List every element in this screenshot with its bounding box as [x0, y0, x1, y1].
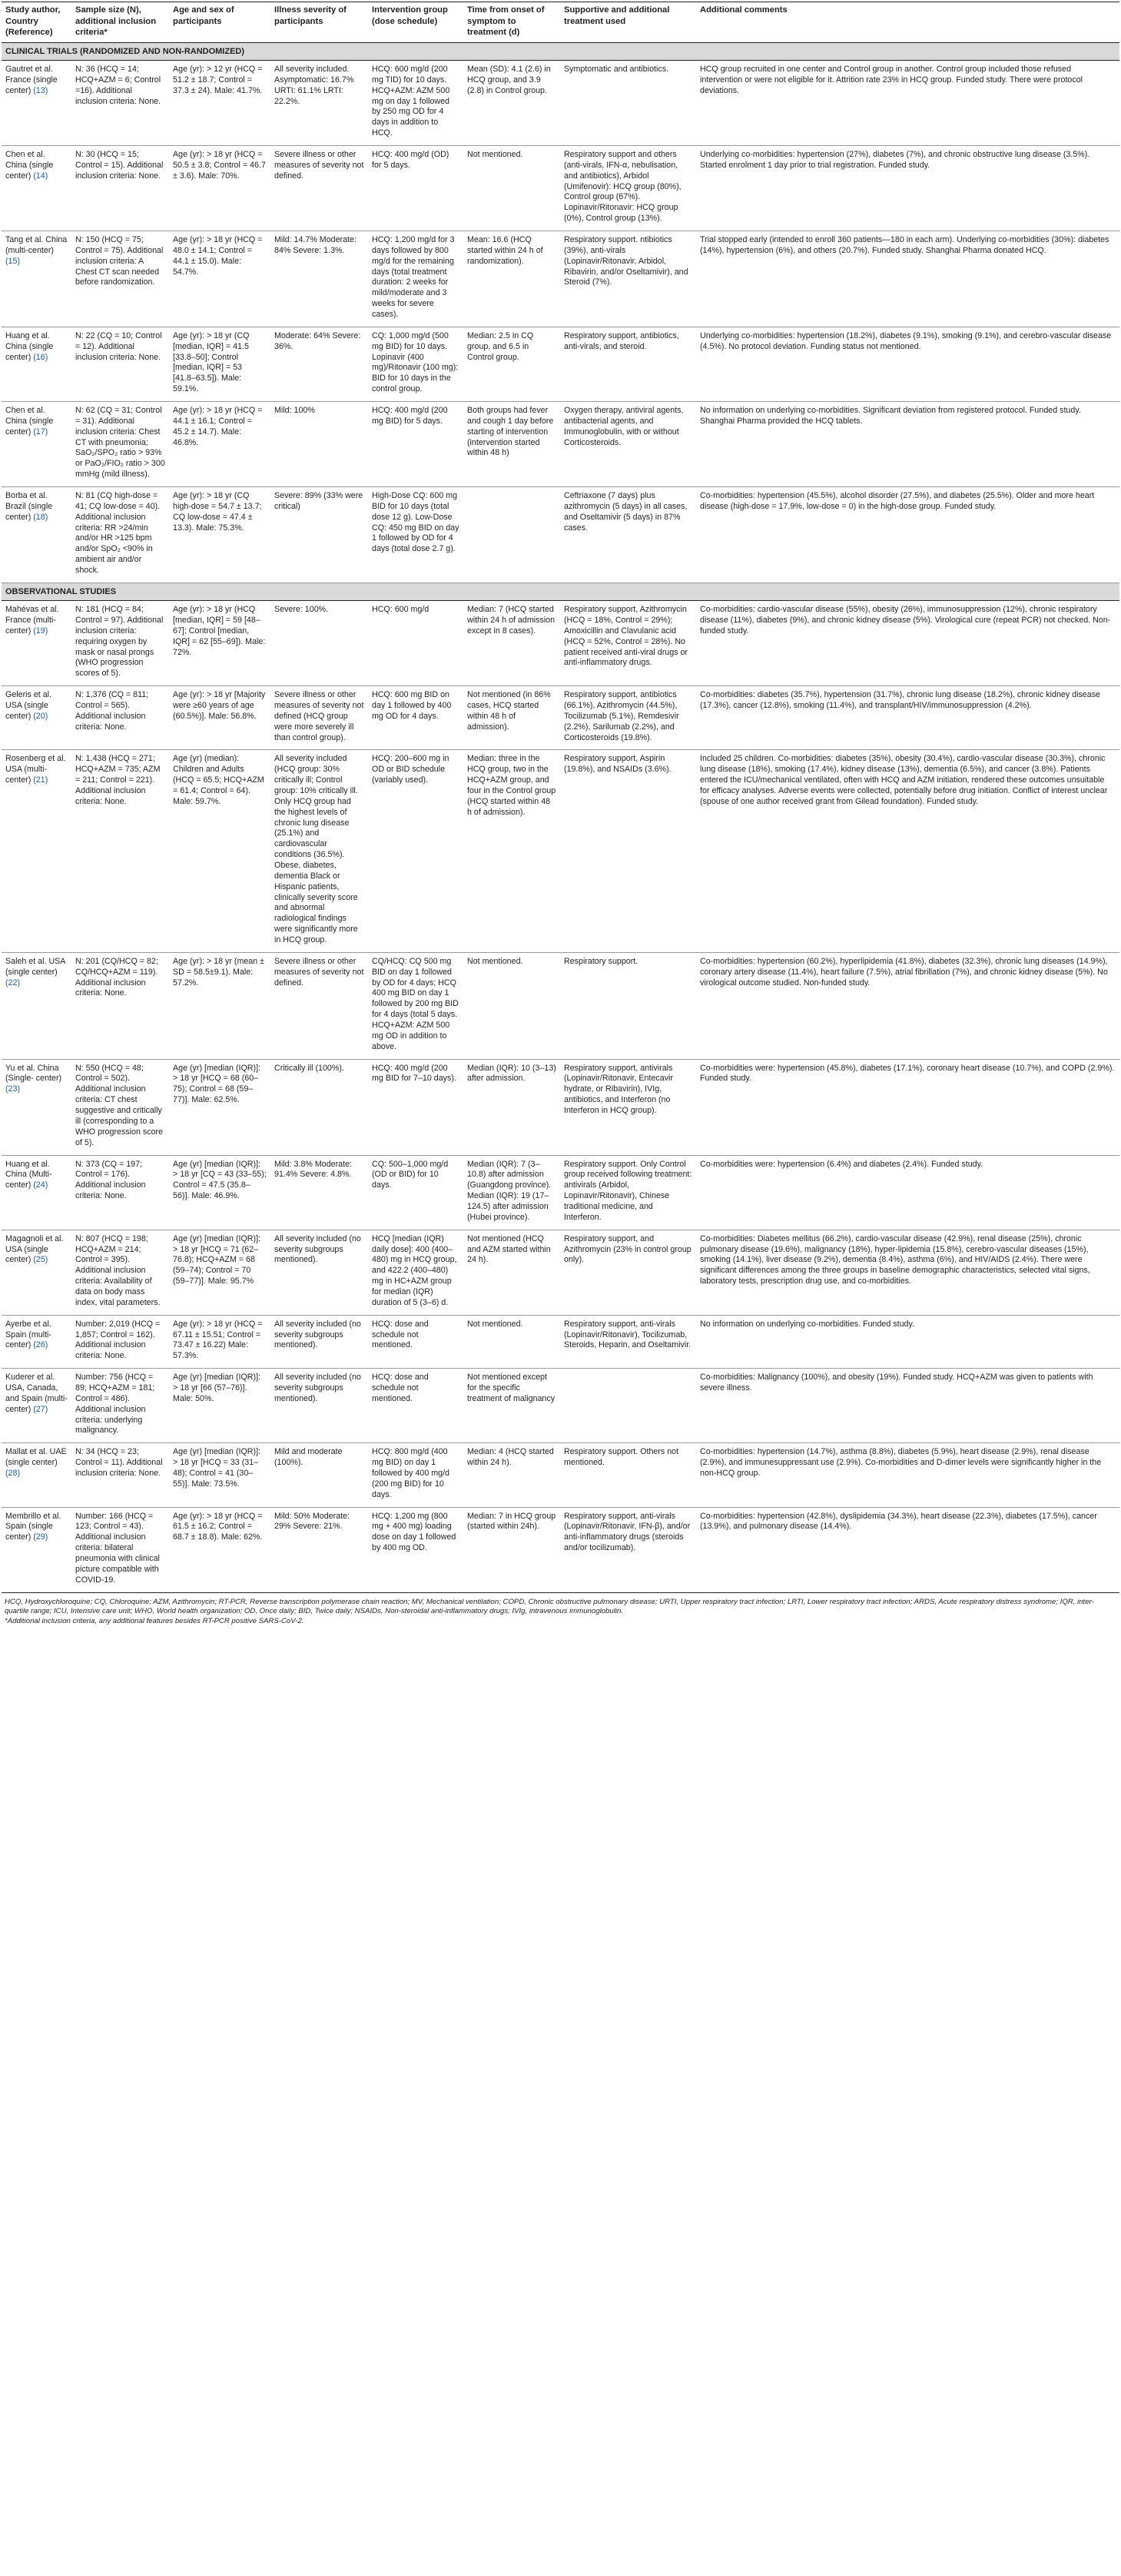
- table-body: [2, 42, 1119, 1592]
- time-to-treatment-cell: Median: three in the HCQ group, two in the HCQ+AZM group, and four in the Control group (HCQ started within 48 h of admission).: [463, 750, 560, 952]
- table-row: [2, 145, 1119, 231]
- table-row: [2, 686, 1119, 750]
- severity-cell: Mild: 14.7% Moderate: 84% Severe: 1.3%.: [270, 231, 368, 327]
- header-sample-size: Sample size (N), additional inclusion criteria*: [71, 2, 169, 43]
- sample-size-cell: N: 36 (HCQ = 14; HCQ+AZM = 6; Control =16). Additional inclusion criteria: None.: [71, 60, 169, 145]
- sample-size-cell: N: 34 (HCQ = 23; Control = 11). Additional inclusion criteria: None.: [71, 1443, 169, 1507]
- reference-link[interactable]: (23): [5, 1084, 21, 1094]
- sample-size-cell: N: 150 (HCQ = 75; Control = 75). Additional inclusion criteria: A Chest CT scan needed before randomization.: [71, 231, 169, 327]
- time-to-treatment-cell: Median (IQR): 7 (3–10.8) after admission (Guangdong province). Median (IQR): 19 (17–124.5) after admission (Hubei province).: [463, 1155, 560, 1230]
- study-name: Kuderer et al. USA, Canada, and Spain (multi- center): [5, 1373, 68, 1414]
- supportive-treatment-cell: Respiratory support, anti-virals (Lopinavir/Ritonavir), Tocilizumab, Steroids, Heparin, and Oseltamivir.: [560, 1315, 696, 1368]
- comments-cell: Co-morbidities were: hypertension (6.4%) and diabetes (2.4%). Funded study.: [696, 1155, 1119, 1230]
- sample-size-cell: N: 373 (CQ = 197; Control = 176). Additional inclusion criteria: None.: [71, 1155, 169, 1230]
- severity-cell: Severe: 89% (33% were critical): [270, 487, 368, 583]
- study-name: Saleh et al. USA (single center): [5, 956, 65, 977]
- comments-cell: Co-morbidities: Diabetes mellitus (66.2%), cardio-vascular disease (42.9%), renal disease (25%), chronic pulmonary disease (19.6%), malignancy (18%), hyper-lipidemia (15.8%), cerebro-vascular diseases (15%), smoking (14.1%), liver disease (9.2%), dementia (8.4%), asthma (6%), and HIV/AIDS (2.4%). There were significant differences among the three groups in baseline demographic characteristics, selected vital signs, laboratory tests, prescription drug use, and co-morbidities.: [696, 1230, 1119, 1315]
- comments-cell: No information on underlying co-morbidities. Significant deviation from registered protocol. Funded study. Shanghai Pharma provided the HCQ tablets.: [696, 401, 1119, 486]
- time-to-treatment-cell: Median: 4 (HCQ started within 24 h).: [463, 1443, 560, 1507]
- age-sex-cell: Age (yr): > 18 yr (HCQ = 67.11 ± 15.51; Control = 73.47 ± 16.22) Male: 57.3%.: [169, 1315, 270, 1368]
- section-header-row: [2, 583, 1119, 600]
- study-name: Geleris et al. USA (single center): [5, 690, 51, 721]
- table-row: [2, 1443, 1119, 1507]
- study-cell: [2, 1507, 71, 1592]
- sample-size-cell: N: 30 (HCQ = 15; Control = 15). Additional inclusion criteria: None.: [71, 145, 169, 231]
- time-to-treatment-cell: Not mentioned.: [463, 952, 560, 1059]
- study-cell: [2, 601, 71, 686]
- supportive-treatment-cell: Ceftriaxone (7 days) plus azithromycin (5 days) in all cases, and Oseltamivir (5 days) in 87% cases.: [560, 487, 696, 583]
- table-row: [2, 750, 1119, 952]
- time-to-treatment-cell: Median: 7 (HCQ started within 24 h of admission except in 8 cases).: [463, 601, 560, 686]
- intervention-cell: HCQ: 200–600 mg in OD or BID schedule (variably used).: [368, 750, 463, 952]
- study-name: Tang et al. China (multi-center): [5, 234, 68, 255]
- intervention-cell: HCQ: 400 mg/d (200 mg BID for 7–10 days).: [368, 1059, 463, 1155]
- severity-cell: All severity included (no severity subgroups mentioned).: [270, 1315, 368, 1368]
- age-sex-cell: Age (yr): > 18 yr (mean ± SD = 58.5±9.1). Male: 57.2%.: [169, 952, 270, 1059]
- inclusion-criteria-footnote: *Additional inclusion criteria, any additional features besides RT-PCR positive SARS-CoV-2.: [5, 1617, 304, 1626]
- reference-link[interactable]: (13): [33, 85, 48, 95]
- table-row: [2, 487, 1119, 583]
- severity-cell: All severity included. Asymptomatic: 16.7% URTI: 61.1% LRTI: 22.2%.: [270, 60, 368, 145]
- time-to-treatment-cell: Not mentioned (in 86% cases, HCQ started within 48 h of admission).: [463, 686, 560, 750]
- time-to-treatment-cell: [463, 487, 560, 583]
- sample-size-cell: Number: 756 (HCQ = 89; HCQ+AZM = 181; Control = 486). Additional inclusion criteria: underlying malignancy.: [71, 1369, 169, 1443]
- table-row: [2, 1230, 1119, 1315]
- abbreviations-footnote: HCQ, Hydroxychloroquine; CQ, Chloroquine; AZM, Azithromycin; RT-PCR, Reverse transcription polymerase chain reaction; MV, Mechanical ventilation; COPD, Chronic obstructive pulmonary disease; URTI, Upper respiratory tract infection; LRTI, Lower respiratory tract infection; ARDS, Acute respiratory distress syndrome; IQR, inter-quartile range; ICU, Intensive care unit; WHO, World health organization; OD, Once daily; BID, Twice daily; NSAIDs, Non-steroidal anti-inflammatory drugs; IVIg, intravenous immunoglobulin.: [5, 1597, 1094, 1616]
- study-cell: [2, 952, 71, 1059]
- sample-size-cell: N: 22 (CQ = 10; Control = 12). Additional inclusion criteria: None.: [71, 327, 169, 401]
- study-name: Chen et al. China (single center): [5, 405, 54, 437]
- study-cell: [2, 686, 71, 750]
- supportive-treatment-cell: Respiratory support, antivirals (Lopinavir/Ritonavir, Entecavir hydrate, or Ribavirin), IVIg, antibiotics, and Interferon (no Interferon in HCQ group).: [560, 1059, 696, 1155]
- supportive-treatment-cell: Respiratory support.: [560, 952, 696, 1059]
- time-to-treatment-cell: Both groups had fever and cough 1 day before starting of intervention (intervention started within 48 h): [463, 401, 560, 486]
- comments-cell: Co-morbidities: hypertension (45.5%), alcohol disorder (27.5%), and diabetes (25.5%). Older and more heart disease (high-dose = 17.9%, low-dose = 0) in the high-dose group. Funded study.: [696, 487, 1119, 583]
- age-sex-cell: Age (yr): > 18 yr (HCQ = 50.5 ± 3.8; Control = 46.7 ± 3.6). Male: 70%.: [169, 145, 270, 231]
- table-footnotes: [2, 1593, 1119, 1627]
- severity-cell: Severe illness or other measures of severity not defined.: [270, 952, 368, 1059]
- supportive-treatment-cell: Respiratory support and others (anti-virals, IFN-α, nebulisation, and antibiotics), Arbidol (Umifenovir): HCQ group (80%), Control group (67%). Lopinavir/Ritonavir: HCQ group (0%), Control group (13%).: [560, 145, 696, 231]
- study-name: Borba et al. Brazil (single center): [5, 491, 53, 522]
- intervention-cell: HCQ: 1,200 mg/d for 3 days followed by 800 mg/d for the remaining days (total treatment duration: 2 weeks for mild/moderate and 3 weeks for severe cases).: [368, 231, 463, 327]
- study-cell: [2, 231, 71, 327]
- header-age-sex: Age and sex of participants: [169, 2, 270, 43]
- table-row: [2, 231, 1119, 327]
- reference-link[interactable]: (27): [33, 1404, 48, 1414]
- age-sex-cell: Age (yr): > 18 yr (CQ [median, IQR] = 41.5 [33.8–50]; Control [median, IQR] = 53 [41.8–63.5]). Male: 59.1%.: [169, 327, 270, 401]
- sample-size-cell: Number: 2,019 (HCQ = 1,857; Control = 162). Additional inclusion criteria: None.: [71, 1315, 169, 1368]
- reference-link[interactable]: (15): [5, 256, 21, 266]
- intervention-cell: HCQ: 600 mg BID on day 1 followed by 400 mg OD for 4 days.: [368, 686, 463, 750]
- comments-cell: Included 25 children. Co-morbidities: diabetes (35%), obesity (30.4%), cardio-vascular disease (30.3%), chronic lung disease (18%), smoking (17.4%), kidney disease (13%), dementia (6.5%), and cancer (3.8%). Patients entered the ICU/mechanical ventilated, often with HCQ and AZM initiation, rendered these outcomes unsuitable for efficacy analyses. Adverse events were collected, potentially before drug initiation. Conflict of interest unclear (spouse of one author received grant from Gilead foundation). Funded study.: [696, 750, 1119, 952]
- reference-link[interactable]: (26): [33, 1340, 48, 1350]
- study-name: Huang et al. China (single center): [5, 330, 54, 362]
- age-sex-cell: Age (yr) [median (IQR)]: > 18 yr [66 (57–76)]. Male: 50%.: [169, 1369, 270, 1443]
- study-name: Mahévas et al. France (multi-center): [5, 605, 59, 636]
- header-intervention: Intervention group (dose schedule): [368, 2, 463, 43]
- table-row: [2, 1369, 1119, 1443]
- supportive-treatment-cell: Respiratory support, antibiotics, anti-virals, and steroid.: [560, 327, 696, 401]
- comments-cell: Co-morbidities: Malignancy (100%), and obesity (19%). Funded study. HCQ+AZM was given to patients with severe illness.: [696, 1369, 1119, 1443]
- reference-link[interactable]: (28): [5, 1468, 21, 1478]
- table-row: [2, 401, 1119, 486]
- time-to-treatment-cell: Not mentioned (HCQ and AZM started within 24 h).: [463, 1230, 560, 1315]
- comments-cell: No information on underlying co-morbidities. Funded study.: [696, 1315, 1119, 1368]
- study-cell: [2, 1369, 71, 1443]
- table-header-row: [2, 2, 1119, 43]
- intervention-cell: CQ: 500–1,000 mg/d (OD or BID) for 10 days.: [368, 1155, 463, 1230]
- intervention-cell: HCQ: 600 mg/d (200 mg TID) for 10 days. HCQ+AZM: AZM 500 mg on day 1 followed by 250 mg OD for 4 days in addition to HCQ.: [368, 60, 463, 145]
- comments-cell: Co-morbidities: diabetes (35.7%), hypertension (31.7%), chronic lung disease (18.2%), chronic kidney disease (17.3%), cancer (12.8%), smoking (11.4%), and transplant/HIV/immunosuppression (4.2%).: [696, 686, 1119, 750]
- header-additional-comments: Additional comments: [696, 2, 1119, 43]
- section-header-row: [2, 42, 1119, 60]
- comments-cell: Underlying co-morbidities: hypertension (27%), diabetes (7%), and chronic obstructive lung disease (3.5%). Started enrolment 1 day prior to trial registration. Funded study.: [696, 145, 1119, 231]
- severity-cell: Moderate: 64% Severe: 36%.: [270, 327, 368, 401]
- section-title: CLINICAL TRIALS (RANDOMIZED AND NON-RANDOMIZED): [2, 42, 1119, 60]
- supportive-treatment-cell: Respiratory support, anti-virals (Lopinavir/Ritonavir, IFN-β), and/or anti-inflammatory drugs (steroids and/or tocilizumab).: [560, 1507, 696, 1592]
- sample-size-cell: N: 62 (CQ = 31; Control = 31). Additional inclusion criteria: Chest CT with pneumonia; SaO₂/SPO₂ ratio > 93% or PaO₂/FIO₂ ratio > 300 mmHg (mild illness).: [71, 401, 169, 486]
- severity-cell: Mild: 50% Moderate: 29% Severe: 21%.: [270, 1507, 368, 1592]
- severity-cell: All severity included (no severity subgroups mentioned).: [270, 1369, 368, 1443]
- intervention-cell: CQ/HCQ: CQ 500 mg BID on day 1 followed by OD for 4 days; HCQ 400 mg BID on day 1 followed by 200 mg BID for 4 days (total 5 days. HCQ+AZM: AZM 500 mg OD in addition to above.: [368, 952, 463, 1059]
- study-cell: [2, 1315, 71, 1368]
- study-cell: [2, 1059, 71, 1155]
- header-illness-severity: Illness severity of participants: [270, 2, 368, 43]
- comments-cell: Co-morbidities were: hypertension (45.8%), diabetes (17.1%), coronary heart disease (10.7%), and COPD (2.9%). Funded study.: [696, 1059, 1119, 1155]
- table-row: [2, 601, 1119, 686]
- severity-cell: Critically ill (100%).: [270, 1059, 368, 1155]
- time-to-treatment-cell: Median: 2.5 in CQ group, and 6.5 in Control group.: [463, 327, 560, 401]
- supportive-treatment-cell: Oxygen therapy, antiviral agents, antibacterial agents, and Immunoglobulin, with or without Corticosteroids.: [560, 401, 696, 486]
- study-cell: [2, 401, 71, 486]
- study-name: Yu et al. China (Single- center): [5, 1063, 62, 1084]
- severity-cell: Severe illness or other measures of severity not defined.: [270, 145, 368, 231]
- sample-size-cell: N: 1,438 (HCQ = 271; HCQ+AZM = 735; AZM = 211; Control = 221). Additional inclusion criteria: None.: [71, 750, 169, 952]
- study-name: Mallat et al. UAE (single center): [5, 1447, 67, 1468]
- table-row: [2, 1059, 1119, 1155]
- table-row: [2, 1507, 1119, 1592]
- comments-cell: Trial stopped early (intended to enroll 360 patients—180 in each arm). Underlying co-morbidities (30%): diabetes (14%), hypertension (6%), and others (20.7%). Funded study. Shanghai Pharma donated HCQ.: [696, 231, 1119, 327]
- sample-size-cell: N: 550 (HCQ = 48; Control = 502). Additional inclusion criteria: CT chest suggestive and critically ill (corresponding to a WHO progression score of 5).: [71, 1059, 169, 1155]
- time-to-treatment-cell: Not mentioned.: [463, 145, 560, 231]
- study-cell: [2, 60, 71, 145]
- comments-cell: Co-morbidities: hypertension (42.8%), dyslipidemia (34.3%), heart disease (22.3%), diabetes (17.5%), cancer (13.9%), and pulmonary disease (14.4%).: [696, 1507, 1119, 1592]
- supportive-treatment-cell: Respiratory support. Others not mentioned.: [560, 1443, 696, 1507]
- age-sex-cell: Age (yr): > 18 yr (HCQ = 44.1 ± 16.1; Control = 45.2 ± 14.7). Male: 46.8%.: [169, 401, 270, 486]
- time-to-treatment-cell: Not mentioned.: [463, 1315, 560, 1368]
- supportive-treatment-cell: Respiratory support, and Azithromycin (23% in control group only).: [560, 1230, 696, 1315]
- age-sex-cell: Age (yr): > 18 yr (HCQ = 48.0 ± 14.1; Control = 44.1 ± 15.0). Male: 54.7%.: [169, 231, 270, 327]
- reference-link[interactable]: (20): [33, 711, 48, 721]
- time-to-treatment-cell: Mean (SD): 4.1 (2.6) in HCQ group, and 3.9 (2.8) in Control group.: [463, 60, 560, 145]
- severity-cell: Mild and moderate (100%).: [270, 1443, 368, 1507]
- sample-size-cell: N: 201 (CQ/HCQ = 82; CQ/HCQ+AZM = 119). Additional inclusion criteria: None.: [71, 952, 169, 1059]
- age-sex-cell: Age (yr) (median): Children and Adults (HCQ = 65.5; HCQ+AZM = 61.4; Control = 64). Male: 59.7%.: [169, 750, 270, 952]
- study-name: Gautret et al. France (single center): [5, 64, 58, 95]
- study-name: Membrillo et al. Spain (single center): [5, 1511, 61, 1542]
- reference-link[interactable]: (21): [33, 775, 48, 785]
- reference-link[interactable]: (14): [33, 171, 48, 181]
- supportive-treatment-cell: Respiratory support, Aspirin (19.8%), and NSAIDs (3.6%).: [560, 750, 696, 952]
- reference-link[interactable]: (17): [33, 427, 48, 437]
- intervention-cell: HCQ: dose and schedule not mentioned.: [368, 1315, 463, 1368]
- study-cell: [2, 327, 71, 401]
- table-row: [2, 60, 1119, 145]
- reference-link[interactable]: (25): [33, 1255, 48, 1265]
- severity-cell: Severe illness or other measures of severity not defined (HCQ group were more severely ill than control group).: [270, 686, 368, 750]
- supportive-treatment-cell: Respiratory support. ntibiotics (39%), anti-virals (Lopinavir/Ritonavir, Arbidol, Ribavirin, and/or Oseltamivir), and Steroid (7%).: [560, 231, 696, 327]
- study-name: Magagnoli et al. USA (single center): [5, 1233, 64, 1265]
- severity-cell: Mild: 100%: [270, 401, 368, 486]
- sample-size-cell: Number: 166 (HCQ = 123; Control = 43). Additional inclusion criteria: bilateral pneumonia with clinical picture compatible with COVID-19.: [71, 1507, 169, 1592]
- study-cell: [2, 145, 71, 231]
- sample-size-cell: N: 181 (HCQ = 84; Control = 97). Additional inclusion criteria: requiring oxygen by mask or nasal prongs (WHO progression scores of 5).: [71, 601, 169, 686]
- sample-size-cell: N: 1,376 (CQ = 811; Control = 565). Additional inclusion criteria: None.: [71, 686, 169, 750]
- study-cell: [2, 750, 71, 952]
- study-cell: [2, 487, 71, 583]
- reference-link[interactable]: (24): [33, 1180, 48, 1190]
- severity-cell: All severity included (no severity subgroups mentioned).: [270, 1230, 368, 1315]
- table-row: [2, 1155, 1119, 1230]
- age-sex-cell: Age (yr) [median (IQR)]: > 18 yr [HCQ = 68 (60–75); Control = 68 (59–77)]. Male: 62.5%.: [169, 1059, 270, 1155]
- intervention-cell: CQ: 1,000 mg/d (500 mg BID) for 10 days. Lopinavir (400 mg)/Ritonavir (100 mg): BID for 10 days in the control group.: [368, 327, 463, 401]
- reference-link[interactable]: (29): [33, 1532, 48, 1542]
- time-to-treatment-cell: Mean: 16.6 (HCQ started within 24 h of randomization).: [463, 231, 560, 327]
- intervention-cell: HCQ [median (IQR) daily dose]: 400 (400–480) mg in HCQ group, and 422.2 (400–480) mg in HC+AZM group for median (IQR) duration of 5 (3–6) d.: [368, 1230, 463, 1315]
- supportive-treatment-cell: Symptomatic and antibiotics.: [560, 60, 696, 145]
- time-to-treatment-cell: Median: 7 in HCQ group (started within 24h).: [463, 1507, 560, 1592]
- header-supportive-treatment: Supportive and additional treatment used: [560, 2, 696, 43]
- study-cell: [2, 1443, 71, 1507]
- comments-cell: Co-morbidities: hypertension (14.7%), asthma (8.8%), diabetes (5.9%), heart disease (2.9%), renal disease (2.9%), and immunesuppressant use (2.9%). Co-morbidities and D-dimer levels were significantly higher in the non-HCQ group.: [696, 1443, 1119, 1507]
- supportive-treatment-cell: Respiratory support, Azithromycin (HCQ = 18%, Control = 29%); Amoxicillin and Clavulanic acid (HCQ = 52%, Control = 28%). No patient received anti-viral drugs or anti-inflammatory drugs.: [560, 601, 696, 686]
- comments-cell: Underlying co-morbidities: hypertension (18.2%), diabetes (9.1%), smoking (9.1%), and cerebro-vascular disease (4.5%). No protocol deviation. Funding status not mentioned.: [696, 327, 1119, 401]
- time-to-treatment-cell: Not mentioned except for the specific treatment of malignancy: [463, 1369, 560, 1443]
- intervention-cell: HCQ: 800 mg/d (400 mg BID) on day 1 followed by 400 mg/d (200 mg BID) for 10 days.: [368, 1443, 463, 1507]
- study-cell: [2, 1155, 71, 1230]
- age-sex-cell: Age (yr): > 18 yr [Majority were ≥60 years of age (60.5%)]. Male: 56.8%.: [169, 686, 270, 750]
- age-sex-cell: Age (yr) [median (IQR)]: > 18 yr [CQ = 43 (33–55); Control = 47.5 (35.8–56)]. Male: 46.9%.: [169, 1155, 270, 1230]
- intervention-cell: HCQ: 400 mg/d (OD) for 5 days.: [368, 145, 463, 231]
- age-sex-cell: Age (yr) [median (IQR)]: > 18 yr [HCQ = 33 (31–48); Control = 41 (30–55)]. Male: 73.5%.: [169, 1443, 270, 1507]
- age-sex-cell: Age (yr): > 18 yr (HCQ = 61.5 ± 16.2; Control = 68.7 ± 18.8). Male: 62%.: [169, 1507, 270, 1592]
- header-time-to-treatment: Time from onset of symptom to treatment (d): [463, 2, 560, 43]
- table-row: [2, 952, 1119, 1059]
- intervention-cell: HCQ: 1,200 mg (800 mg + 400 mg) loading dose on day 1 followed by 400 mg OD.: [368, 1507, 463, 1592]
- header-study: Study author, Country (Reference): [2, 2, 71, 43]
- intervention-cell: HCQ: dose and schedule not mentioned.: [368, 1369, 463, 1443]
- table-row: [2, 327, 1119, 401]
- study-name: Rosenberg et al. USA (multi-center): [5, 754, 66, 785]
- sample-size-cell: N: 807 (HCQ = 198; HCQ+AZM = 214; Control = 395). Additional inclusion criteria: Availability of data on body mass index, vital parameters.: [71, 1230, 169, 1315]
- age-sex-cell: Age (yr) [median (IQR)]: > 18 yr [HCQ = 71 (62–76.8); HCQ+AZM = 68 (59–74); Control = 70 (59–77)]. Male: 95.7%: [169, 1230, 270, 1315]
- reference-link[interactable]: (19): [33, 626, 48, 636]
- study-name: Ayerbe et al. Spain (multi-center): [5, 1319, 51, 1350]
- intervention-cell: High-Dose CQ: 600 mg BID for 10 days (total dose 12 g). Low-Dose CQ: 450 mg BID on day 1 followed by OD for 4 days (total dose 2.7 g).: [368, 487, 463, 583]
- study-name: Huang et al. China (Multi-center): [5, 1159, 52, 1190]
- intervention-cell: HCQ: 600 mg/d: [368, 601, 463, 686]
- table-row: [2, 1315, 1119, 1368]
- time-to-treatment-cell: Median (IQR): 10 (3–13) after admission.: [463, 1059, 560, 1155]
- severity-cell: All severity included (HCQ group: 30% critically ill; Control group: 10% critically ill. Only HCQ group had the highest levels of chronic lung disease (25.1%) and cardiovascular conditions (36.5%). Obese, diabetes, dementia Black or Hispanic patients, clinically severity score and abnormal radiological findings were significantly more in HCQ group.: [270, 750, 368, 952]
- supportive-treatment-cell: Respiratory support. Only Control group received following treatment: antivirals (Arbidol, Lopinavir/Ritonavir), Chinese traditional medicine, and Interferon.: [560, 1155, 696, 1230]
- reference-link[interactable]: (16): [33, 352, 48, 362]
- severity-cell: Mild: 3.8% Moderate: 91.4% Severe: 4.8%.: [270, 1155, 368, 1230]
- comments-cell: Co-morbidities: cardio-vascular disease (55%), obesity (26%), immunosuppression (12%), chronic respiratory disease (11%), diabetes (9%), and chronic kidney disease (5%). Virological cure (repeat PCR) not checked. Non-funded study.: [696, 601, 1119, 686]
- age-sex-cell: Age (yr): > 18 yr (CQ high-dose = 54.7 ± 13.7; CQ low-dose = 47.4 ± 13.3). Male: 75.3%.: [169, 487, 270, 583]
- studies-table: [2, 2, 1119, 1593]
- severity-cell: Severe: 100%.: [270, 601, 368, 686]
- reference-link[interactable]: (18): [33, 512, 48, 522]
- study-cell: [2, 1230, 71, 1315]
- age-sex-cell: Age (yr): > 18 yr (HCQ [median, IQR] = 59 [48–67]; Control [median, IQR] = 62 [55–69]). Male: 72%.: [169, 601, 270, 686]
- sample-size-cell: N: 81 (CQ high-dose = 41; CQ low-dose = 40). Additional inclusion criteria: RR >24/min and/or HR >125 bpm and/or SpO₂ <90% in ambient air and/or shock.: [71, 487, 169, 583]
- reference-link[interactable]: (22): [5, 978, 21, 988]
- supportive-treatment-cell: [560, 1369, 696, 1443]
- study-name: Chen et al. China (single center): [5, 149, 54, 181]
- age-sex-cell: Age (yr): > 12 yr (HCQ = 51.2 ± 18.7; Control = 37.3 ± 24). Male: 41.7%.: [169, 60, 270, 145]
- table-container: [2, 0, 1119, 1627]
- intervention-cell: HCQ: 400 mg/d (200 mg BID) for 5 days.: [368, 401, 463, 486]
- comments-cell: Co-morbidities: hypertension (60.2%), hyperlipidemia (41.8%), diabetes (32.3%), chronic lung diseases (14.9%), coronary artery disease (11.4%), heart failure (7.5%), atrial fibrillation (7%), and chronic kidney disease (5%). No virological outcome studied. Non-funded study.: [696, 952, 1119, 1059]
- section-title: OBSERVATIONAL STUDIES: [2, 583, 1119, 600]
- comments-cell: HCQ group recruited in one center and Control group in another. Control group included those refused intervention or were not eligible for it. Attrition rate 23% in HCQ group. Funded study. There were protocol deviations.: [696, 60, 1119, 145]
- supportive-treatment-cell: Respiratory support, antibiotics (66.1%), Azithromycin (44.5%), Tocilizumab (5.1%), Remdesivir (2.2%), Sarilumab (2.2%), and Corticosteroids (19.8%).: [560, 686, 696, 750]
